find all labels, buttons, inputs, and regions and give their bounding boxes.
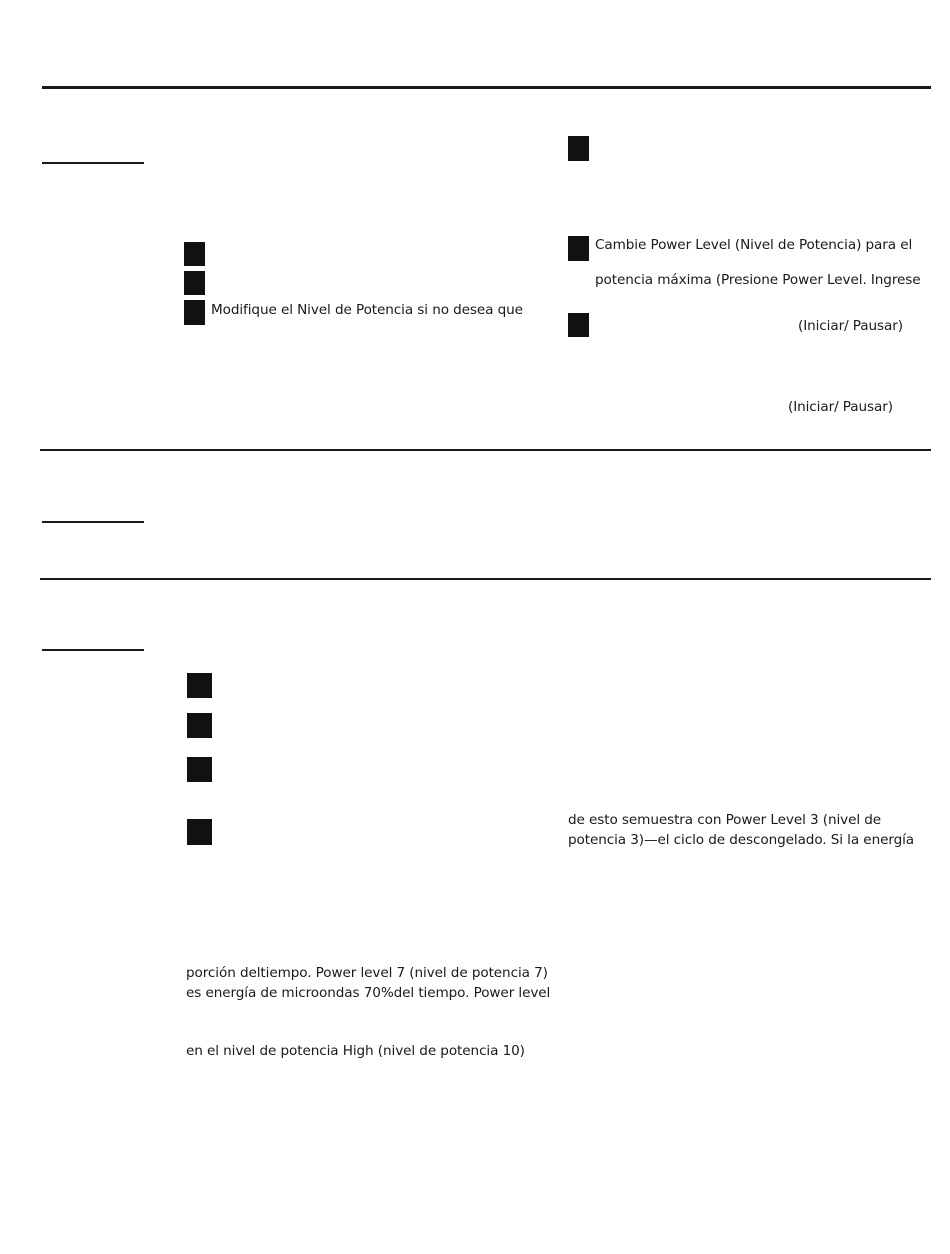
step-marker-3 (184, 300, 205, 325)
right-step-marker-2 (568, 236, 589, 261)
step-marker-2 (184, 271, 205, 295)
right-step-2-line-2: potencia máxima (Presione Power Level. Ingrese (595, 272, 921, 288)
power-level-7-line-1: porción deltiempo. Power level 7 (nivel de potencia 7) (186, 965, 548, 981)
power-level-7-line-2: es energía de microondas 70%del tiempo. Power level (186, 985, 551, 1001)
right-step-marker-1 (568, 136, 589, 161)
step-marker-1 (184, 242, 205, 266)
step-marker-c (187, 757, 212, 782)
step-3-text: Modifique el Nivel de Potencia si no desea que (211, 302, 523, 318)
section-divider-3 (40, 578, 931, 580)
section-heading-rule-1 (42, 162, 144, 164)
section-divider-top (42, 86, 931, 89)
step-marker-b (187, 713, 212, 738)
step-marker-d (187, 819, 212, 845)
right-step-marker-3 (568, 313, 589, 337)
step-marker-a (187, 673, 212, 698)
right-step-2-line-1: Cambie Power Level (Nivel de Potencia) para el (595, 237, 913, 253)
section-heading-rule-3 (42, 649, 144, 651)
power-level-high-line: en el nivel de potencia High (nivel de potencia 10) (186, 1043, 525, 1059)
power-level-text-line-2: potencia 3)—el ciclo de descongelado. Si la energía (568, 832, 915, 848)
right-start-pause-trailing: (Iniciar/ Pausar) (788, 399, 893, 415)
power-level-text-line-1: de esto semuestra con Power Level 3 (nivel de (568, 812, 882, 828)
section-divider-2 (40, 449, 931, 451)
section-heading-rule-2 (42, 521, 144, 523)
right-step-3-start-pause: (Iniciar/ Pausar) (798, 318, 903, 334)
